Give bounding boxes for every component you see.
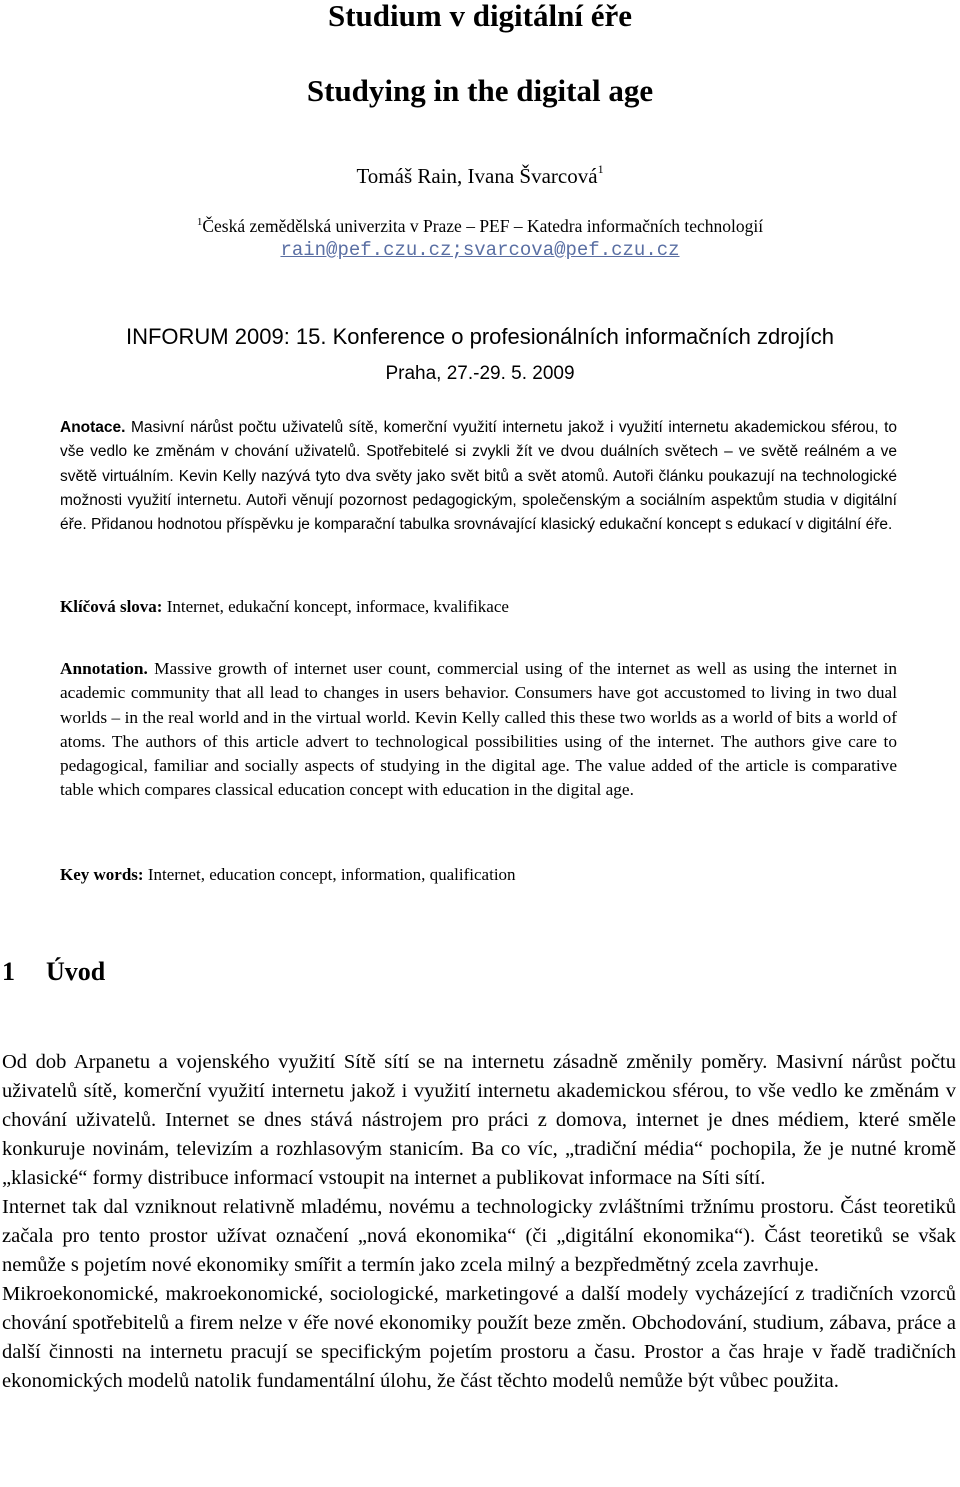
abstract-czech-label: Anotace. — [60, 419, 126, 436]
author-emails-link[interactable]: rain@pef.czu.cz;svarcova@pef.czu.cz — [280, 239, 680, 261]
keywords-english-label: Key words: — [60, 865, 144, 884]
title-english: Studying in the digital age — [306, 73, 654, 108]
keywords-english — [60, 864, 897, 886]
body-paragraph: Mikroekonomické, makroekonomické, sociologické, marketingové a další modely vycházející z tradičních vzorců chování spotřebitelů a firem nelze v éře nové ekonomiky použít beze změn. Obchodování, studium, zábava, práce a další činnosti na internetu pracují se specifickým pojetím prostoru a času. Prostor a čas hraje v řadě tradičních ekonomických modelů natolik fundamentální úlohu, že část těchto modelů nemůže být vůbec použita. — [2, 1283, 956, 1392]
section-number: 1 — [2, 957, 15, 986]
keywords-czech-text: Internet, edukační koncept, informace, kvalifikace — [162, 597, 509, 616]
keywords-czech-label: Klíčová slova: — [60, 597, 163, 616]
abstract-english-text: Massive growth of internet user count, commercial using of the internet as well as using the internet in academic community that all lead to changes in users behavior. Consumers have got accustomed to living in two dual worlds – in the real world and in the virtual world. Kevin Kelly called this these two worlds as a world of bits a world of atoms. The authors of this article advert to technological possibilities using of the internet. The authors give care to pedagogical, familiar and socially aspects of studying in the digital age. The value added of the article is comparative table which compares classical education concept with education in the digital age. — [60, 659, 897, 800]
conference-date: Praha, 27.-29. 5. 2009 — [385, 363, 575, 384]
body-paragraph: Internet tak dal vzniknout relativně mladému, novému a technologicky zvláštními tržnímu prostoru. Část teoretiků začala pro tento prostor užívat označení „nová ekonomika“ (či „digitální ekonomika“). Část teoretiků se však nemůže s pojetím nové ekonomiky smířit a termín jako zcela milný a bezpředmětný zcela zavrhuje. — [2, 1196, 956, 1276]
abstract-czech-text: Masivní nárůst počtu uživatelů sítě, komerční využití internetu jakož i využití internetu akademickou sférou, to vše vedlo ke změnám v chování uživatelů. Spotřebitelé si zvykli žít ve dvou duálních světech – ve světě reálném a ve světě virtuálním. Kevin Kelly nazývá tyto dva světy jako svět bitů a svět atomů. Autoři článku poukazují na technologické možnosti využití internetu. Autoři věnují pozornost pedagogickým, společenským a sociálním aspektům studia v digitální éře. Přidanou hodnotou příspěvku je komparační tabulka srovnávající klasický edukační koncept s edukací v digitální éře. — [60, 419, 897, 534]
abstract-english-label: Annotation. — [60, 659, 148, 678]
keywords-czech — [60, 596, 897, 618]
body-text — [2, 1048, 956, 1396]
abstract-english — [60, 657, 897, 803]
authors-affiliation-mark: 1 — [597, 162, 604, 176]
affiliation-mark: 1 — [196, 216, 203, 228]
abstract-czech — [60, 416, 897, 537]
authors — [0, 158, 960, 189]
affiliation-text: Česká zemědělská univerzita v Praze – PEF – Katedra informačních technologií — [202, 215, 764, 236]
section-heading — [2, 955, 105, 989]
section-title: Úvod — [46, 957, 106, 986]
affiliation — [0, 211, 960, 237]
conference-name: INFORUM 2009: 15. Konference o profesionálních informačních zdrojích — [125, 324, 835, 349]
title-czech: Studium v digitální éře — [327, 0, 632, 33]
authors-names: Tomáš Rain, Ivana Švarcová — [356, 164, 598, 188]
body-paragraph: Od dob Arpanetu a vojenského využití Sítě sítí se na internetu zásadně změnily poměry. Masivní nárůst počtu uživatelů sítě, komerční využití internetu jakož i využití internetu akademickou sférou, to vše vedlo ke změnám v chování uživatelů. Internet se dnes stává nástrojem pro práci z domova, internet je dnes médiem, které směle konkuruje novinám, televizím a rozhlasovým stanicím. Ba co víc, „tradiční média“ pochopila, že je nutné kromě „klasické“ formy distribuce informací vstoupit na internet a publikovat informace na Síti sítí. — [2, 1051, 956, 1189]
keywords-english-text: Internet, education concept, information, qualification — [143, 865, 516, 884]
